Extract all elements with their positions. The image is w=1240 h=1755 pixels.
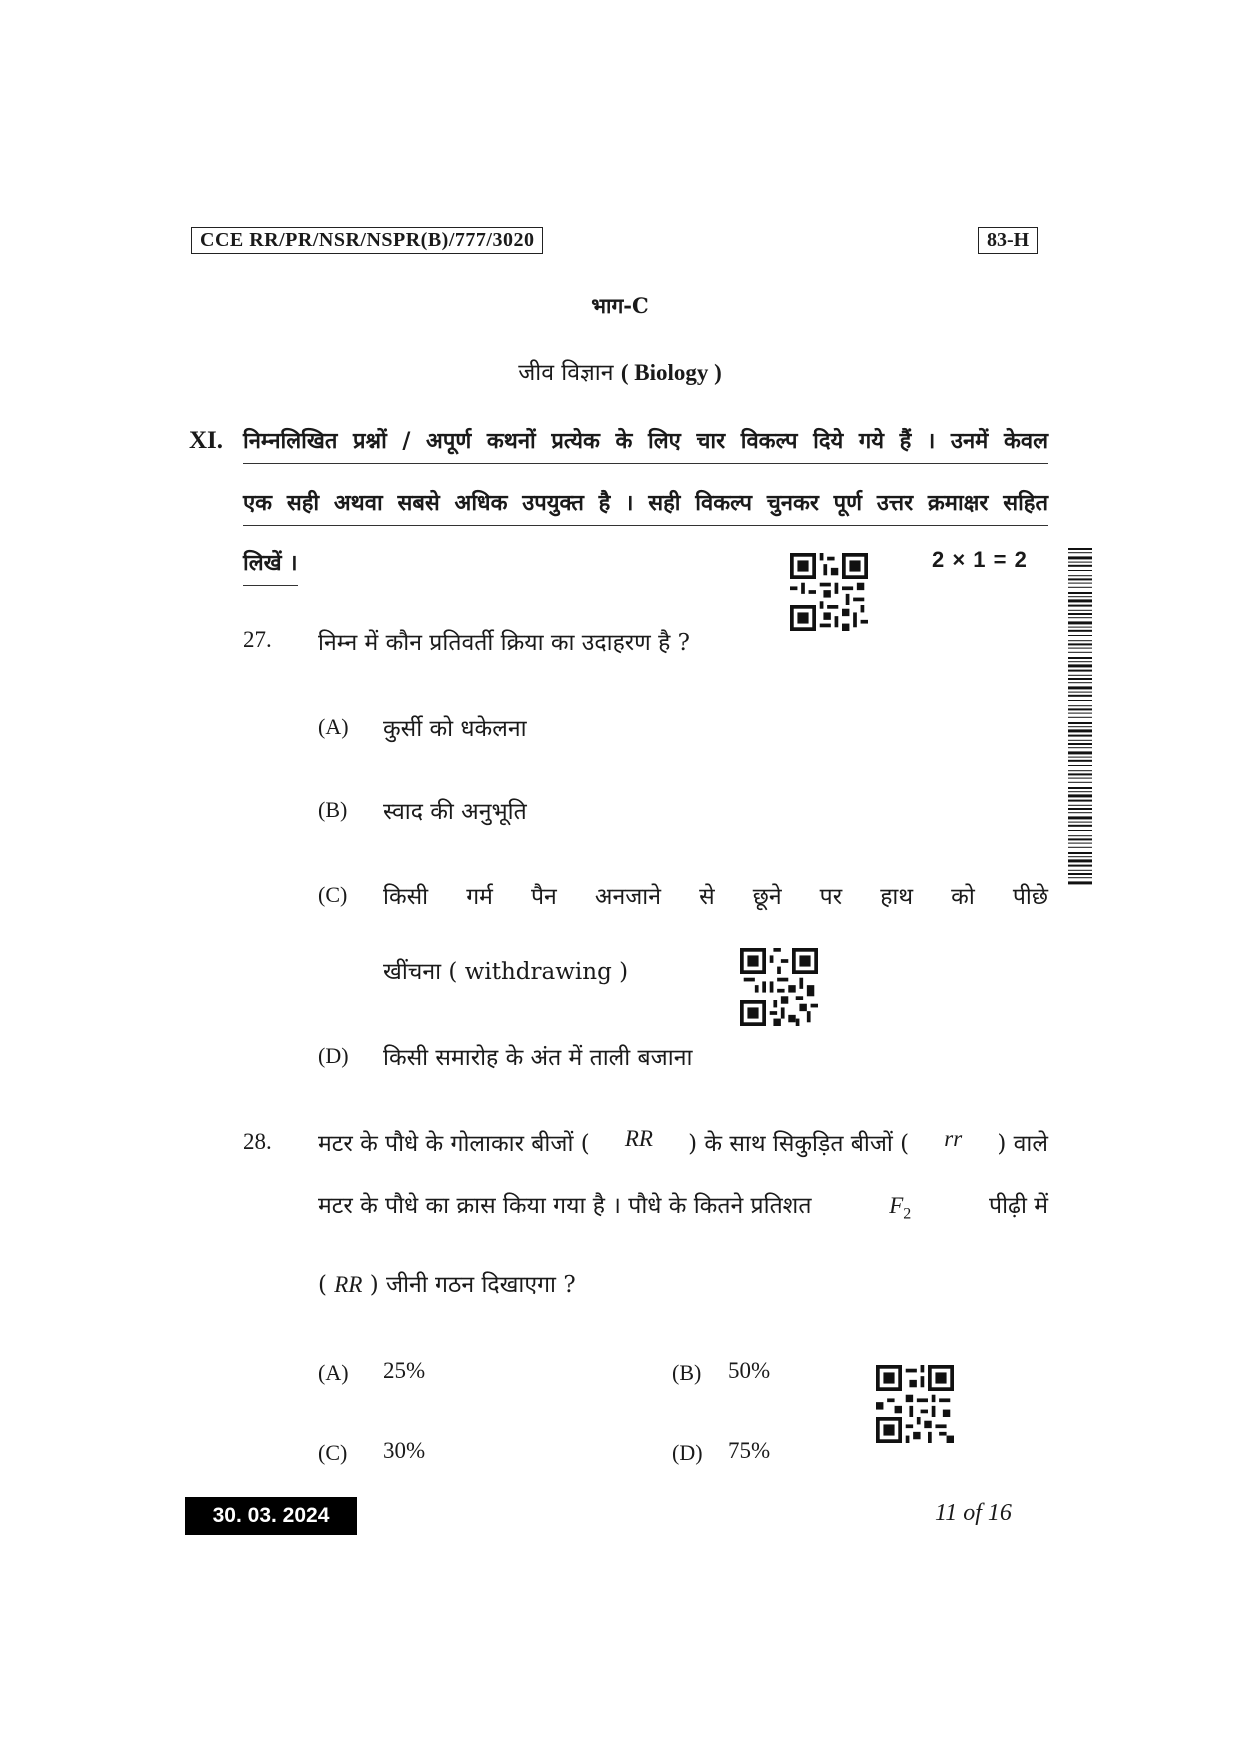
option-label: (B) — [672, 1360, 702, 1385]
text-segment: पीढ़ी में — [989, 1193, 1048, 1219]
barcode-bar — [1068, 617, 1092, 618]
subject-title — [0, 355, 1240, 387]
barcode-bar — [1068, 787, 1092, 789]
barcode-bar — [1068, 686, 1092, 689]
question-number: 27. — [243, 627, 272, 652]
option-text: 30% — [383, 1438, 426, 1463]
text-segment: ) के साथ सिकुड़ित बीजों ( — [688, 1131, 910, 1157]
barcode-bar — [1068, 822, 1092, 823]
barcode-bar — [1068, 835, 1092, 836]
option-text: किसी गर्म पैन अनजाने से छूने पर हाथ को पीछे — [383, 884, 1048, 910]
barcode-bar — [1068, 635, 1092, 636]
barcode-bar — [1068, 773, 1092, 775]
page-number — [935, 1500, 1012, 1527]
barcode-bar — [1068, 825, 1092, 827]
question-text-line-2 — [318, 1188, 1048, 1224]
barcode-bar — [1068, 570, 1092, 571]
question-number: 28. — [243, 1129, 272, 1154]
barcode-bar — [1068, 552, 1092, 553]
barcode-bar — [1068, 881, 1092, 884]
text-segment: ( — [318, 1272, 327, 1298]
option-text: किसी समारोह के अंत में ताली बजाना — [383, 1045, 693, 1071]
genotype-RR: RR — [624, 1126, 653, 1151]
barcode-bar — [1068, 657, 1092, 659]
barcode-bar — [1068, 859, 1092, 862]
instruction-line-1: निम्नलिखित प्रश्नों / अपूर्ण कथनों प्रत्येक के लिए चार विकल्प दिये गये हैं । उनमें केवल — [243, 425, 1048, 464]
barcode-bar — [1068, 592, 1092, 594]
f-subscript: 2 — [903, 1205, 912, 1223]
barcode-bar — [1068, 757, 1092, 758]
barcode-bar — [1068, 722, 1092, 724]
barcode-bar — [1068, 726, 1092, 727]
barcode-bar — [1068, 548, 1092, 550]
page-current: 11 — [935, 1500, 958, 1526]
barcode-bar — [1068, 735, 1092, 737]
barcode-bar — [1068, 808, 1092, 810]
barcode-bar — [1068, 830, 1092, 831]
barcode-bar — [1068, 578, 1092, 580]
barcode-bar — [1068, 877, 1092, 878]
text-segment: ) वाले — [997, 1131, 1048, 1157]
f2-generation — [889, 1193, 911, 1224]
text-segment: मटर के पौधे का क्रास किया गया है । पौधे के कितने प्रतिशत — [318, 1193, 812, 1219]
barcode-bar — [1068, 562, 1092, 563]
barcode-bar — [1068, 717, 1092, 718]
genotype-RR: RR — [334, 1272, 363, 1297]
barcode-bar — [1068, 675, 1092, 676]
option-label: (C) — [318, 882, 348, 907]
text-segment: मटर के पौधे के गोलाकार बीजों ( — [318, 1131, 590, 1157]
barcode-icon — [1068, 548, 1092, 885]
option-label: (B) — [318, 797, 348, 822]
barcode-bar — [1068, 661, 1092, 662]
barcode-bar — [1068, 627, 1092, 628]
barcode-bar — [1068, 583, 1092, 584]
barcode-bar — [1068, 847, 1092, 848]
exam-code: CCE RR/PR/NSR/NSPR(B)/777/3020 — [191, 227, 543, 254]
barcode-bar — [1068, 692, 1092, 693]
instruction-line-2: एक सही अथवा सबसे अधिक उपयुक्त है । सही विकल्प चुनकर पूर्ण उत्तर क्रमाक्षर सहित — [243, 487, 1048, 526]
barcode-bar — [1068, 740, 1092, 741]
option-label: (A) — [318, 1360, 349, 1385]
text-segment: ) जीनी गठन दिखाएगा ? — [369, 1272, 576, 1298]
page-of: of — [963, 1500, 982, 1526]
exam-date: 30. 03. 2024 — [185, 1497, 357, 1535]
barcode-bar — [1068, 778, 1092, 779]
subject-hindi: जीव विज्ञान — [518, 360, 614, 386]
barcode-bar — [1068, 556, 1092, 559]
question-text: निम्न में कौन प्रतिवर्ती क्रिया का उदाहरण है ? — [318, 630, 690, 656]
barcode-bar — [1068, 596, 1092, 597]
barcode-bar — [1068, 621, 1092, 624]
barcode-bar — [1068, 800, 1092, 802]
barcode-bar — [1068, 700, 1092, 701]
barcode-bar — [1068, 708, 1092, 710]
barcode-bar — [1068, 695, 1092, 697]
barcode-bar — [1068, 643, 1092, 645]
option-text: स्वाद की अनुभूति — [383, 799, 527, 825]
barcode-bar — [1068, 751, 1092, 754]
question-text-line-3 — [318, 1267, 576, 1299]
option-label: (C) — [318, 1440, 348, 1465]
qr-code-icon — [740, 948, 818, 1026]
barcode-bar — [1068, 664, 1092, 667]
barcode-bar — [1068, 843, 1092, 844]
barcode-bar — [1068, 782, 1092, 783]
marks-scheme: 2 × 1 = 2 — [932, 547, 1028, 572]
option-label: (D) — [672, 1440, 703, 1465]
barcode-bar — [1068, 794, 1092, 797]
barcode-bar — [1068, 856, 1092, 857]
subject-code: 83-H — [978, 227, 1038, 254]
barcode-bar — [1068, 743, 1092, 745]
barcode-bar — [1068, 760, 1092, 762]
barcode-bar — [1068, 805, 1092, 806]
genotype-rr: rr — [944, 1126, 963, 1151]
barcode-bar — [1068, 747, 1092, 748]
f-variable: F — [889, 1193, 904, 1218]
barcode-bar — [1068, 873, 1092, 875]
barcode-bar — [1068, 648, 1092, 649]
barcode-bar — [1068, 713, 1092, 714]
option-text: 25% — [383, 1358, 426, 1383]
option-label: (D) — [318, 1043, 349, 1068]
qr-code-icon — [876, 1365, 954, 1443]
option-label: (A) — [318, 714, 349, 739]
barcode-bar — [1068, 610, 1092, 611]
barcode-bar — [1068, 870, 1092, 871]
question-text-line-1 — [318, 1126, 1048, 1158]
barcode-bar — [1068, 613, 1092, 615]
barcode-bar — [1068, 729, 1092, 732]
barcode-bar — [1068, 770, 1092, 771]
instruction-line-3: लिखें । — [243, 547, 298, 586]
barcode-bar — [1068, 575, 1092, 576]
barcode-bar — [1068, 652, 1092, 653]
barcode-bar — [1068, 865, 1092, 867]
option-text: 75% — [728, 1438, 771, 1463]
barcode-bar — [1068, 791, 1092, 792]
part-title: भाग-C — [591, 293, 649, 318]
barcode-bar — [1068, 565, 1092, 567]
barcode-bar — [1068, 599, 1092, 602]
barcode-bar — [1068, 682, 1092, 683]
barcode-bar — [1068, 630, 1092, 632]
option-text: कुर्सी को धकेलना — [383, 716, 527, 742]
barcode-bar — [1068, 838, 1092, 840]
option-text: 50% — [728, 1358, 771, 1383]
barcode-bar — [1068, 705, 1092, 706]
barcode-bar — [1068, 765, 1092, 766]
barcode-bar — [1068, 678, 1092, 680]
subject-english: ( Biology ) — [620, 360, 722, 385]
barcode-bar — [1068, 852, 1092, 854]
barcode-bar — [1068, 587, 1092, 588]
barcode-bar — [1068, 640, 1092, 641]
option-text-continued: खींचना ( withdrawing ) — [383, 959, 629, 985]
barcode-bar — [1068, 670, 1092, 672]
barcode-bar — [1068, 605, 1092, 607]
section-number: XI. — [189, 427, 224, 454]
barcode-bar — [1068, 816, 1092, 819]
barcode-bar — [1068, 812, 1092, 813]
page-total: 16 — [987, 1500, 1012, 1526]
qr-code-icon — [790, 553, 868, 631]
